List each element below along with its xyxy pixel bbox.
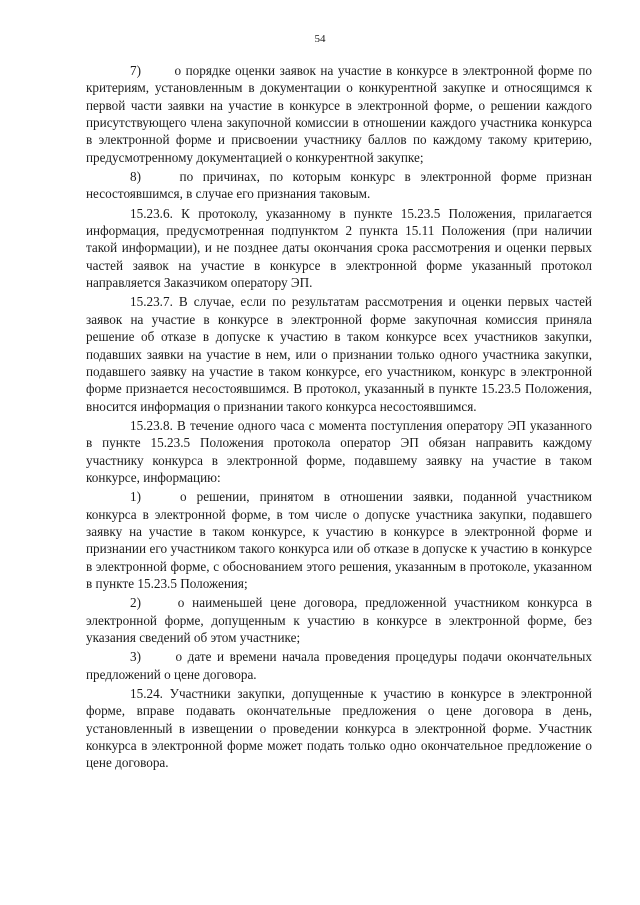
- paragraph-text: о решении, принятом в отношении заявки, поданной участником конкурса в электронной форме, в том числе о допуске участника закупки, подавшего заявку на участие в таком конкурсе, к участию в конкурсе в электронной форме и признании его участником такого конкурса или об отказе в допуске к участию в конкурсе в электронной форме, с обоснованием этого решения, указанным в протоколе, указанном в пункте 15.23.5 Положения;: [86, 489, 592, 591]
- paragraph-text: о наименьшей цене договора, предложенной участником конкурса в электронной форме, допущенным к участию в конкурсе в электронной форме, без указания сведений об этом участнике;: [86, 595, 592, 645]
- paragraph-item-8: [86, 168, 592, 203]
- paragraph-15-23-7: 15.23.7. В случае, если по результатам рассмотрения и оценки первых частей заявок на участие в конкурсе в электронной форме закупочная комиссия приняла решение об отказе в допуске к участию в таком конкурсе всех участников закупки, подавших заявки на участие в нем, или о признании только одного участника закупки, подавшего заявку на участие в таком конкурсе, его участником, конкурс в электронной форме признается несостоявшимся. В протокол, указанный в пункте 15.23.5 Положения, вносится информация о признании такого конкурса несостоявшимся.: [86, 294, 592, 414]
- paragraph-item-7: [86, 62, 592, 166]
- list-marker: 8): [130, 169, 141, 185]
- list-marker: 1): [130, 489, 141, 505]
- list-marker: 3): [130, 649, 141, 665]
- document-body: [86, 62, 592, 774]
- paragraph-item-3: [86, 648, 592, 683]
- list-marker: 7): [130, 63, 141, 78]
- paragraph-item-1: [86, 488, 592, 592]
- paragraph-text: о порядке оценки заявок на участие в конкурсе в электронной форме по критериям, установленным в документации о конкурентной закупке и относящимся к первой части заявки на участие в конкурсе в электронной форме, о решении каждого присутствующего члена закупочной комиссии в отношении каждого участника конкурса в электронной форме и присвоении участнику баллов по каждому такому критерию, предусмотренному документацией о конкурентной закупке;: [86, 63, 592, 165]
- paragraph-item-2: [86, 594, 592, 646]
- paragraph-15-24: 15.24. Участники закупки, допущенные к участию в конкурсе в электронной форме, вправе подавать окончательные предложения о цене договора в день, установленный в извещении о проведении конкурса в электронной форме. Участник конкурса в электронной форме может подать только одно окончательное предложение о цене договора.: [86, 686, 592, 771]
- paragraph-15-23-8: 15.23.8. В течение одного часа с момента поступления оператору ЭП указанного в пункте 15.23.5 Положения протокола оператор ЭП обязан направить каждому участнику конкурса в электронной форме, подавшему заявку на участие в таком конкурсе, информацию:: [86, 417, 592, 485]
- paragraph-text: о дате и времени начала проведения процедуры подачи окончательных предложений о цене договора.: [86, 649, 593, 682]
- page-number: 54: [314, 33, 326, 45]
- list-marker: 2): [130, 595, 141, 611]
- paragraph-15-23-6: 15.23.6. К протоколу, указанному в пункте 15.23.5 Положения, прилагается информация, предусмотренная подпунктом 2 пункта 15.11 Положения (при наличии такой информации), и не позднее даты окончания срока рассмотрения и оценки первых частей заявок на участие в конкурсе в электронной форме указанный протокол направляется Заказчиком оператору ЭП.: [86, 205, 592, 291]
- paragraph-text: по причинах, по которым конкурс в электронной форме признан несостоявшимся, в случае его признания таковым.: [86, 169, 592, 202]
